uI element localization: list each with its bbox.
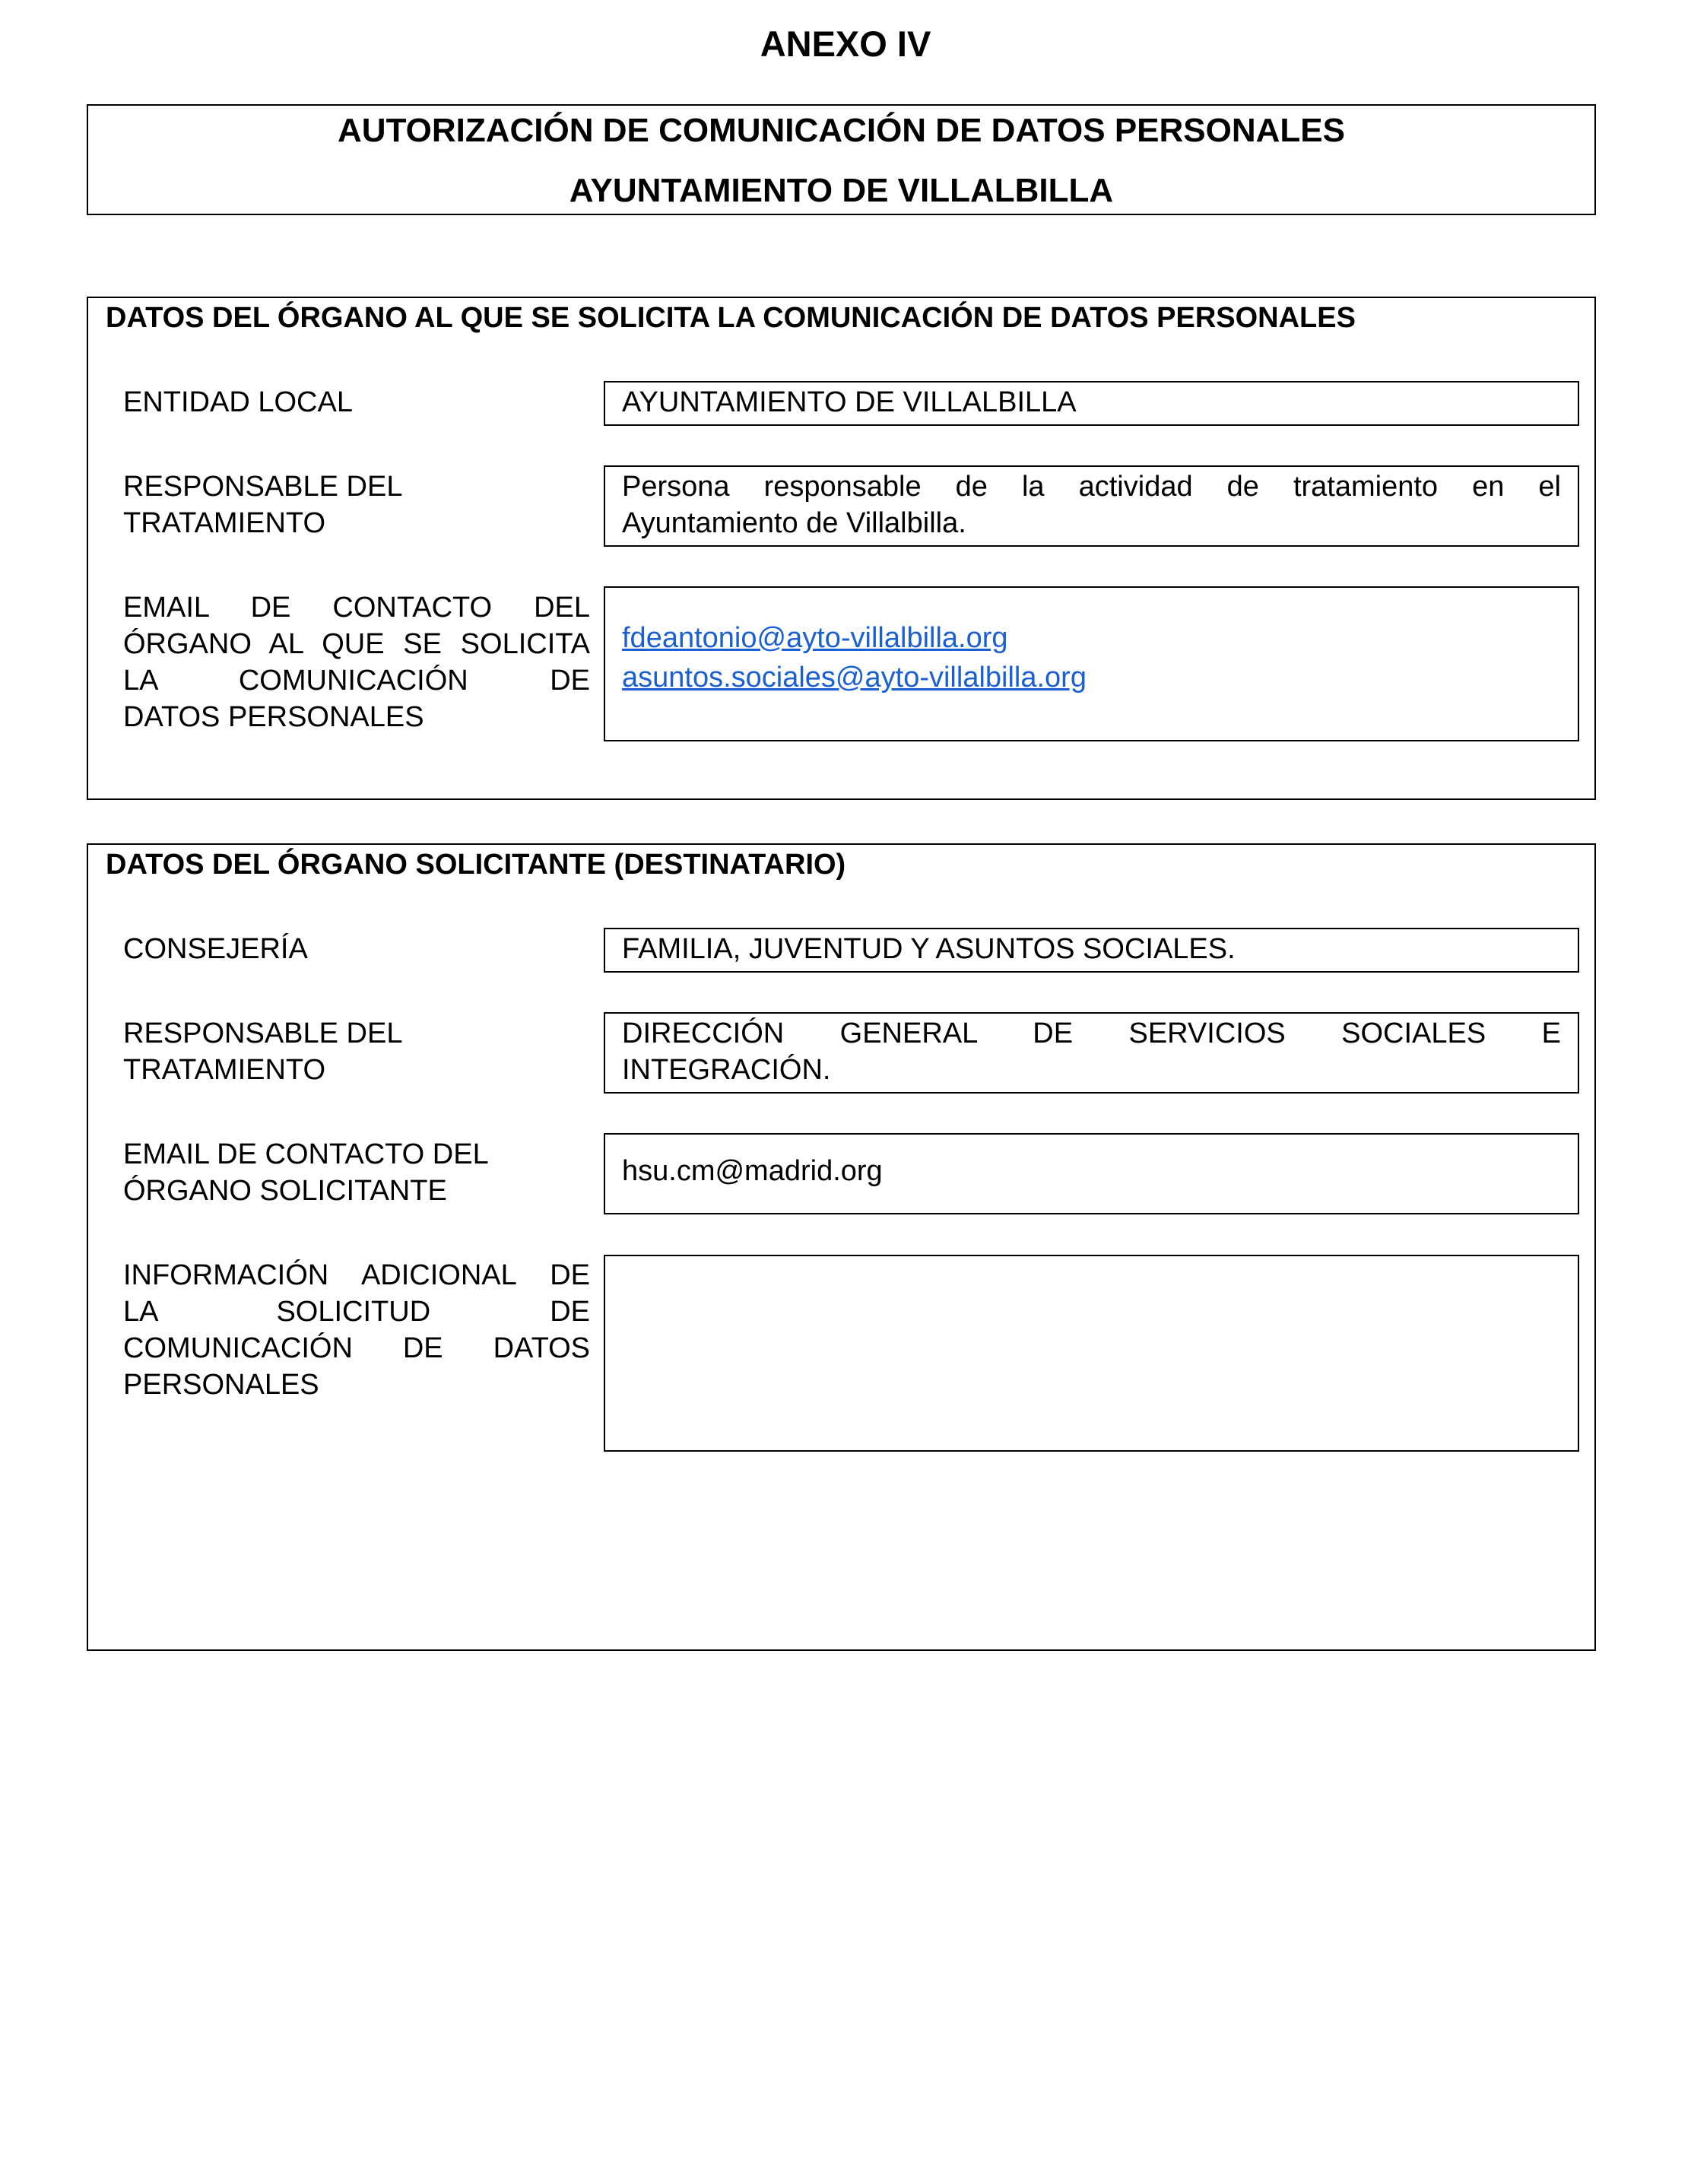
responsable-label: RESPONSABLE DEL TRATAMIENTO <box>123 471 403 539</box>
document-header-box <box>87 104 1596 215</box>
email-solicitante-value: hsu.cm@madrid.org <box>622 1155 883 1187</box>
consejeria-label: CONSEJERÍA <box>123 933 308 965</box>
section-organo <box>87 297 1596 800</box>
email-link-asuntos-sociales[interactable]: asuntos.sociales@ayto-villalbilla.org <box>622 662 1087 694</box>
entidad-local-label: ENTIDAD LOCAL <box>123 386 353 418</box>
section-organo-title: DATOS DEL ÓRGANO AL QUE SE SOLICITA LA COMUNICACIÓN DE DATOS PERSONALES <box>106 302 1356 334</box>
entidad-local-field[interactable] <box>604 381 1579 426</box>
section-solicitante-title: DATOS DEL ÓRGANO SOLICITANTE (DESTINATARIO) <box>106 849 846 881</box>
section-solicitante <box>87 843 1596 1651</box>
responsable-solicitante-field[interactable] <box>604 1012 1579 1094</box>
responsable-value: Persona responsable de la actividad de tratamiento en el Ayuntamiento de Villalbilla. <box>622 471 1561 539</box>
info-adicional-field[interactable] <box>604 1255 1579 1452</box>
email-solicitante-label: EMAIL DE CONTACTO DEL ÓRGANO SOLICITANTE <box>123 1138 489 1207</box>
responsable-solicitante-label: RESPONSABLE DEL TRATAMIENTO <box>123 1017 403 1086</box>
info-adicional-label: INFORMACIÓN ADICIONAL DE LA SOLICITUD DE COMUNICACIÓN DE DATOS PERSONALES <box>123 1259 590 1401</box>
consejeria-field[interactable] <box>604 928 1579 973</box>
document-title: AUTORIZACIÓN DE COMUNICACIÓN DE DATOS PERSONALES <box>338 112 1345 149</box>
document-subtitle: AYUNTAMIENTO DE VILLALBILLA <box>569 172 1114 209</box>
consejeria-value: FAMILIA, JUVENTUD Y ASUNTOS SOCIALES. <box>622 933 1236 965</box>
email-solicitante-field[interactable] <box>604 1133 1579 1214</box>
email-organo-field[interactable] <box>604 586 1579 741</box>
responsable-solicitante-value: DIRECCIÓN GENERAL DE SERVICIOS SOCIALES E INTEGRACIÓN. <box>622 1017 1561 1086</box>
email-link-fdeantonio[interactable]: fdeantonio@ayto-villalbilla.org <box>622 622 1008 654</box>
email-organo-label: EMAIL DE CONTACTO DEL ÓRGANO AL QUE SE SOLICITA LA COMUNICACIÓN DE DATOS PERSONALES <box>123 592 590 733</box>
annex-title: ANEXO IV <box>760 24 931 64</box>
entidad-local-value: AYUNTAMIENTO DE VILLALBILLA <box>622 386 1077 418</box>
responsable-field[interactable] <box>604 465 1579 547</box>
